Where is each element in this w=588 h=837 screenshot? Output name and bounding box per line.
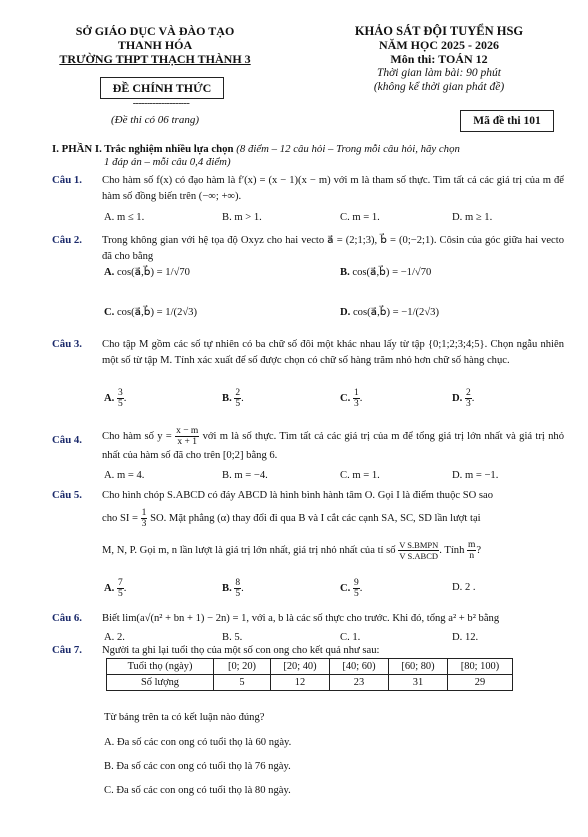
option-letter: B. — [222, 582, 232, 594]
option-letter: C. — [340, 392, 351, 404]
table-cell: 5 — [214, 675, 271, 691]
question-4-option-d[interactable]: D. m = −1. — [452, 470, 499, 481]
divider-dashes: -------------------- — [132, 98, 190, 109]
question-2-option-a[interactable] — [104, 266, 190, 278]
question-3-option-c[interactable]: C. $\frac{1}{3}$ . — [340, 388, 363, 409]
table-cell: Tuổi thọ (ngày) — [107, 659, 214, 675]
question-3-label: Câu 3. — [52, 338, 82, 350]
question-5-label: Câu 5. — [52, 489, 82, 501]
question-5-option-a[interactable]: A. $\frac{7}{5}$ . — [104, 578, 127, 599]
m-over-n-fraction: $\frac{m}{n}$ — [468, 540, 476, 561]
question-5-text-line1: Cho hình chóp S.ABCD có đáy ABCD là hình bình hành tâm O. Gọi I là điểm thuộc SO sao — [102, 490, 494, 501]
table-cell: [0; 20) — [214, 659, 271, 675]
question-3-text: Cho tập M gồm các số tự nhiên có ba chữ số đôi một khác nhau lấy từ tập {0;1;2;3;4;5}. Chọn ngẫu nhiên một số từ tập M. Tính xác xuất để số được chọn có chữ số hàng trăm nhỏ hơn chữ số hàng chục. — [102, 339, 564, 366]
question-7-subquestion: Từ bảng trên ta có kết luận nào đúng? — [104, 712, 265, 723]
question-5-text-line3: M, N, P. Gọi m, n lần lượt là giá trị lớn nhất, giá trị nhỏ nhất của tỉ số $\frac{\text{V S.BMPN}}{\text{V S.ABCD}}$ . Tính $\frac{m}{n}$ ? — [102, 540, 482, 561]
option-fraction: $\frac{2}{5}$ — [235, 388, 241, 409]
question-5-option-b[interactable]: B. $\frac{8}{5}$ . — [222, 578, 244, 599]
question-6-option-b[interactable]: B. 5. — [222, 632, 243, 643]
question-2-option-b[interactable] — [340, 266, 431, 278]
option-fraction: $\frac{1}{3}$ — [353, 388, 359, 409]
question-4-option-b[interactable]: B. m = −4. — [222, 470, 268, 481]
option-letter: C. — [104, 307, 115, 318]
option-prefix: cos(a⃗,b⃗) = — [352, 267, 399, 278]
question-3-option-b[interactable]: B. $\frac{2}{5}$ . — [222, 388, 244, 409]
question-6-option-d[interactable]: D. 12. — [452, 632, 479, 643]
option-fraction: $\frac{3}{5}$ — [117, 388, 123, 409]
exam-title: KHẢO SÁT ĐỘI TUYỂN HSG — [354, 24, 524, 38]
question-6-label: Câu 6. — [52, 612, 82, 624]
option-fraction: $\frac{7}{5}$ — [117, 578, 123, 599]
lifespan-table — [106, 658, 513, 691]
question-1-option-d[interactable]: D. m ≥ 1. — [452, 212, 493, 223]
option-value: −1/(2√3) — [401, 307, 439, 318]
option-fraction: $\frac{2}{3}$ — [465, 388, 471, 409]
time-note: (không kể thời gian phát đề) — [373, 81, 505, 93]
question-3-option-d[interactable]: D. $\frac{2}{3}$ . — [452, 388, 475, 409]
question-2-option-d[interactable] — [340, 306, 439, 318]
question-6-text: Biết lim(a√(n² + bn + 1) − 2n) = 1, với a, b là các số thực cho trước. Khi đó, tổng a² + b² bằng — [102, 613, 500, 624]
option-fraction: $\frac{8}{5}$ — [235, 578, 241, 599]
option-letter: D. — [452, 392, 463, 404]
official-exam-box: ĐỀ CHÍNH THỨC — [100, 77, 224, 99]
option-prefix: cos(a⃗,b⃗) = — [352, 307, 399, 318]
option-prefix: cos(a⃗,b⃗) = — [116, 307, 163, 318]
question-1-option-a[interactable]: A. m ≤ 1. — [104, 212, 145, 223]
question-3-option-a[interactable]: A. $\frac{3}{5}$ . — [104, 388, 127, 409]
section-title: I. PHẦN I. Trắc nghiệm nhiều lựa chọn — [52, 143, 234, 155]
school-year: NĂM HỌC 2025 - 2026 — [379, 38, 499, 52]
question-1-option-b[interactable]: B. m > 1. — [222, 212, 262, 223]
school-name: TRƯỜNG THPT THẠCH THÀNH 3 — [59, 52, 251, 66]
question-5-option-c[interactable]: C. $\frac{9}{5}$ . — [340, 578, 363, 599]
section-note: (8 điểm – 12 câu hỏi – Trong mỗi câu hỏi, hãy chọn — [236, 143, 460, 155]
question-4-option-c[interactable]: C. m = 1. — [340, 470, 380, 481]
question-4-label: Câu 4. — [52, 434, 82, 446]
option-letter: A. — [104, 582, 115, 594]
table-cell: 23 — [330, 675, 389, 691]
question-1-option-c[interactable]: C. m = 1. — [340, 212, 380, 223]
department-name: SỞ GIÁO DỤC VÀ ĐÀO TẠO — [75, 24, 235, 38]
table-cell: [80; 100) — [448, 659, 513, 675]
table-cell: 29 — [448, 675, 513, 691]
question-1-text: Cho hàm số f(x) có đạo hàm là f′(x) = (x − 1)(x − m) với m là tham số thực. Tìm tất cả các giá trị của m để hàm số đồng biến trên (−∞; +∞). — [102, 175, 564, 202]
question-7-label: Câu 7. — [52, 644, 82, 656]
table-cell: [40; 60) — [330, 659, 389, 675]
question-7-text: Người ta ghi lại tuổi thọ của một số con ong cho kết quả như sau: — [102, 645, 380, 656]
option-letter: D. — [340, 307, 351, 318]
question-5-option-d[interactable]: D. 2 . — [452, 582, 476, 593]
question-6-option-a[interactable]: A. 2. — [104, 632, 125, 643]
option-letter: A. — [104, 267, 115, 278]
section-note-2: 1 đáp án – mỗi câu 0,4 điểm) — [104, 156, 231, 168]
si-fraction: $\frac{1}{3}$ — [141, 508, 147, 529]
table-cell: 31 — [389, 675, 448, 691]
option-letter: C. — [340, 582, 351, 594]
section-heading — [52, 143, 572, 155]
subject: Môn thi: TOÁN 12 — [390, 52, 488, 66]
question-4-option-a[interactable]: A. m = 4. — [104, 470, 145, 481]
option-letter: B. — [340, 267, 350, 278]
option-value: 1/(2√3) — [165, 307, 198, 318]
province-name: THANH HÓA — [117, 38, 193, 52]
table-cell: [60; 80) — [389, 659, 448, 675]
option-letter: B. — [222, 392, 232, 404]
volume-ratio-fraction: $\frac{\text{V S.BMPN}}{\text{V S.ABCD}}$ — [399, 540, 439, 561]
time-limit: Thời gian làm bài: 90 phút — [376, 67, 502, 79]
question-1-label: Câu 1. — [52, 174, 82, 186]
question-7-option-a[interactable]: A. Đa số các con ong có tuổi thọ là 60 ngày. — [104, 737, 292, 748]
table-cell: 12 — [271, 675, 330, 691]
table-cell: Số lượng — [107, 675, 214, 691]
pages-note: (Đề thi có 06 trang) — [111, 114, 199, 126]
table-row — [107, 675, 513, 691]
question-5-text-line2: cho SI = $\frac{1}{3}$ SO. Mặt phẳng (α) thay đổi đi qua B và I cắt các cạnh SA, SC, SD lần lượt tại — [102, 508, 481, 529]
question-2-text: Trong không gian với hệ tọa độ Oxyz cho hai vecto a⃗ = (2;1;3), b⃗ = (0;−2;1). Côsin của góc giữa hai vecto đã cho bằng — [102, 235, 564, 262]
question-7-option-c[interactable]: C. Đa số các con ong có tuổi thọ là 80 ngày. — [104, 785, 291, 796]
function-fraction: $\frac{x - m}{x + 1}$ — [176, 426, 199, 447]
question-2-option-c[interactable] — [104, 306, 197, 318]
exam-code-box: Mã đề thi 101 — [460, 110, 554, 132]
table-cell: [20; 40) — [271, 659, 330, 675]
question-4-text: Cho hàm số y = $\frac{x - m}{x + 1}$ với m là số thực. Tìm tất cả các giá trị của m để tổng giá trị lớn nhất và giá trị nhỏ nhất của hàm số đã cho trên [0;2] bằng 6. — [102, 426, 564, 461]
option-letter: A. — [104, 392, 115, 404]
question-7-option-b[interactable]: B. Đa số các con ong có tuổi thọ là 76 ngày. — [104, 761, 291, 772]
option-value: −1/√70 — [400, 267, 432, 278]
option-prefix: cos(a⃗,b⃗) = — [116, 267, 163, 278]
table-header-row — [107, 659, 513, 675]
question-6-option-c[interactable]: C. 1. — [340, 632, 361, 643]
option-value: 1/√70 — [165, 267, 190, 278]
question-2-label: Câu 2. — [52, 234, 82, 246]
option-fraction: $\frac{9}{5}$ — [353, 578, 359, 599]
